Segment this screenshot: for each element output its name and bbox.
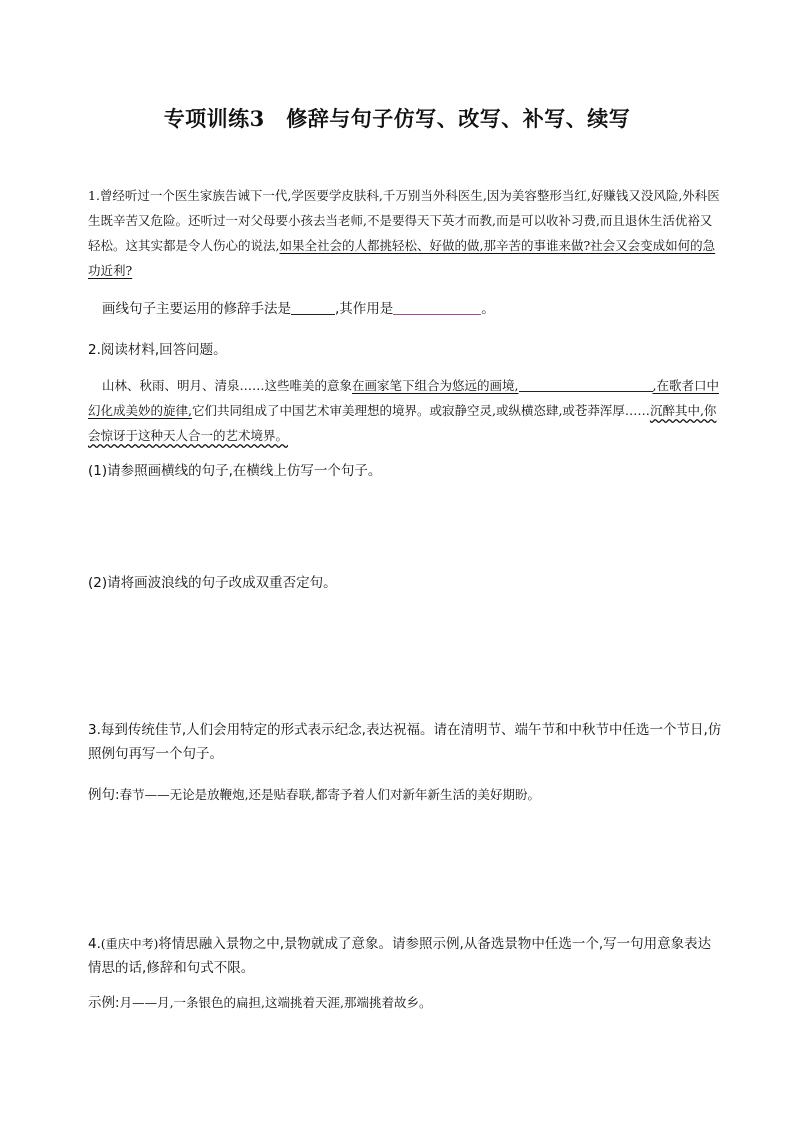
- q2-material-b: 它们共同组成了中国艺术审美理想的境界。或寂静空灵,或纵横恣肆,或苍莽浑厚……: [191, 403, 650, 418]
- q1-answer-blank-2[interactable]: [393, 300, 481, 315]
- q4-example-label: 示例:: [88, 995, 120, 1011]
- question-4-example: [88, 990, 724, 1016]
- question-1-prompt: [102, 297, 722, 322]
- q1-prompt-a: 画线句子主要运用的修辞手法是: [102, 301, 291, 317]
- q2-imitation-blank[interactable]: [519, 377, 653, 392]
- question-4-text: [88, 932, 724, 980]
- q2-underlined-sentence: 在画家笔下组合为悠远的画境,: [352, 378, 519, 393]
- question-3-example: [88, 782, 724, 808]
- q4-example-text: 月——月,一条银色的扁担,这端挑着天涯,那端挑着故乡。: [119, 995, 432, 1010]
- q2-wavy-sentence: 沉醉其中,你会惊讶于这种天人合一的艺术境界。: [88, 403, 717, 443]
- q4-number: 4.: [88, 936, 101, 952]
- q4-source: (重庆中考): [100, 937, 159, 951]
- q1-text: 1.曾经听过一个医生家族告诫下一代,学医要学皮肤科,千万别当外科医生,因为美容整形当红,好赚钱又没风险,外科医生既辛苦又危险。还听过一对父母要小孩去当老师,不是要得天下英才而教,而是可以收补习费,而且退休生活优裕又轻松。这其实都是令人伤心的说法,: [88, 188, 720, 253]
- question-2-material: [88, 373, 724, 448]
- question-2-heading: 2.阅读材料,回答问题。: [88, 342, 227, 358]
- q1-prompt-c: 。: [481, 301, 495, 317]
- page-title: 专项训练3 修辞与句子仿写、改写、补写、续写: [163, 106, 631, 131]
- q1-answer-blank-1[interactable]: [291, 300, 335, 315]
- question-1-passage: [88, 183, 724, 283]
- q2-material-a: 山林、秋雨、明月、清泉……这些唯美的意象: [102, 378, 353, 393]
- q1-prompt-b: ,其作用是: [335, 301, 394, 317]
- q3-example-text: 春节——无论是放鞭炮,还是贴春联,都寄予着人们对新年新生活的美好期盼。: [119, 787, 541, 802]
- q1-underlined-sentence: 如果全社会的人都挑轻松、好做的做,那辛苦的事谁来做?社会又会变成如何的急功近利?: [88, 238, 716, 278]
- q3-example-label: 例句:: [88, 787, 120, 803]
- q2-underlined-sentence-2: ,在歌者口中幻化成美妙的旋律,: [88, 378, 719, 418]
- question-2-sub-1: (1)请参照画横线的句子,在横线上仿写一个句子。: [88, 463, 382, 479]
- question-3-text: 3.每到传统佳节,人们会用特定的形式表示纪念,表达祝福。请在清明节、端午节和中秋节中任选一个节日,仿照例句再写一个句子。: [88, 722, 722, 762]
- question-2-sub-2: (2)请将画波浪线的句子改成双重否定句。: [88, 575, 337, 591]
- q4-body: 将情思融入景物之中,景物就成了意象。请参照示例,从备选景物中任选一个,写一句用意象表达情思的话,修辞和句式不限。: [88, 936, 712, 976]
